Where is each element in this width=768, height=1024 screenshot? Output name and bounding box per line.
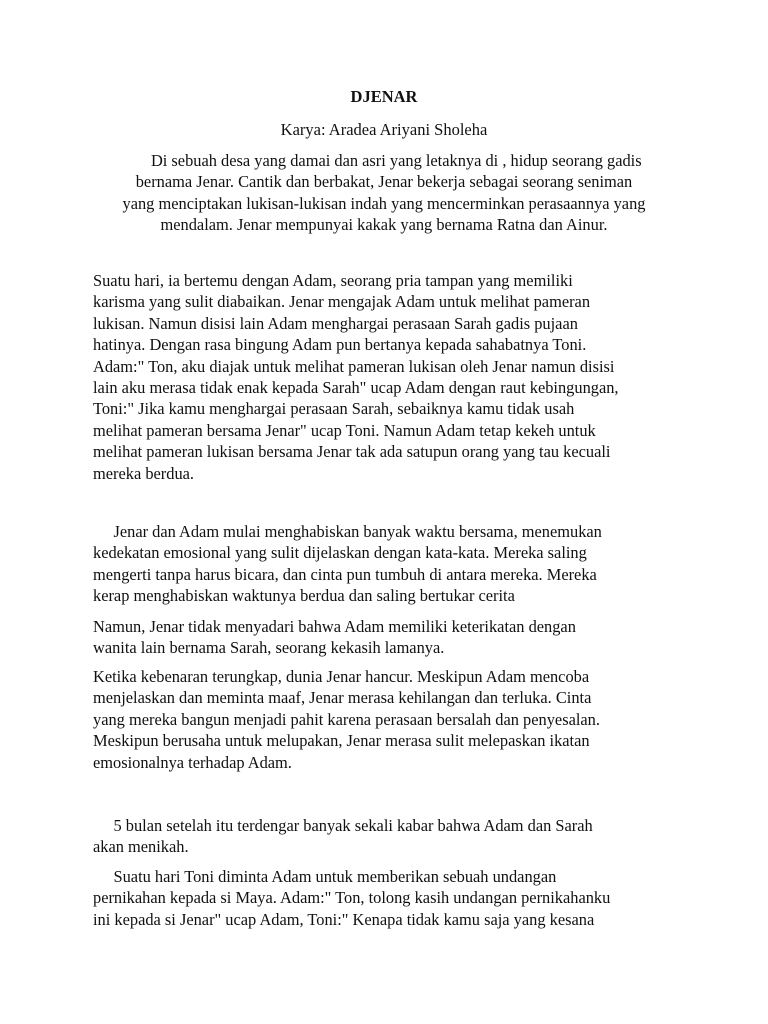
text-line: Suatu hari, ia bertemu dengan Adam, seorang pria tampan yang memiliki [93,271,573,290]
text-line: pernikahan kepada si Maya. Adam:" Ton, tolong kasih undangan pernikahanku [93,888,611,908]
paragraph-truth [93,666,677,773]
text-line: 5 bulan setelah itu terdengar banyak sekali kabar bahwa Adam dan Sarah [93,816,593,835]
paragraph-unaware [93,616,677,659]
text-line: wanita lain bernama Sarah, seorang kekasih lamanya. [93,638,445,658]
paragraph-months-later [93,815,677,858]
document-title: DJENAR [350,87,418,106]
text-line: emosionalnya terhadap Adam. [93,752,292,772]
text-line: mengerti tanpa harus bicara, dan cinta pun tumbuh di antara mereka. Mereka [93,564,597,584]
text-line: mereka berdua. [93,463,195,483]
text-line: melihat pameran bersama Jenar" ucap Toni. Namun Adam tetap kekeh untuk [93,420,596,440]
text-line: kedekatan emosional yang sulit dijelaskan dengan kata-kata. Mereka saling [93,543,587,563]
document-author: Karya: Aradea Ariyani Sholeha [280,120,488,139]
text-line: melihat pameran lukisan bersama Jenar tak ada satupun orang yang tau kecuali [93,442,611,462]
paragraph-intro [80,150,688,236]
text-line: Jenar dan Adam mulai menghabiskan banyak waktu bersama, menemukan [93,522,602,541]
text-line: karisma yang sulit diabaikan. Jenar mengajak Adam untuk melihat pameran [93,292,591,312]
text-line: Namun, Jenar tidak menyadari bahwa Adam memiliki keterikatan dengan [93,617,576,636]
paragraph-invitation [93,866,677,930]
text-line: Suatu hari Toni diminta Adam untuk memberikan sebuah undangan [93,867,557,886]
text-line: ini kepada si Jenar" ucap Adam, Toni:" Kenapa tidak kamu saja yang kesana [93,909,595,929]
text-line: yang menciptakan lukisan-lukisan indah yang mencerminkan perasaannya yang [122,193,646,213]
text-line: akan menikah. [93,837,189,857]
text-line: lain aku merasa tidak enak kepada Sarah" ucap Adam dengan raut kebingungan, [93,378,619,398]
text-line: Adam:" Ton, aku diajak untuk melihat pameran lukisan oleh Jenar namun disisi [93,356,615,376]
text-line: Toni:" Jika kamu menghargai perasaan Sarah, sebaiknya kamu tidak usah [93,399,575,419]
text-line: kerap menghabiskan waktunya berdua dan saling bertukar cerita [93,586,515,606]
text-line: mendalam. Jenar mempunyai kakak yang bernama Ratna dan Ainur. [160,215,608,235]
text-line: bernama Jenar. Cantik dan berbakat, Jenar bekerja sebagai seorang seniman [135,172,633,192]
text-line: Ketika kebenaran terungkap, dunia Jenar hancur. Meskipun Adam mencoba [93,667,590,686]
paragraph-meeting [93,270,677,484]
text-line: yang mereka bangun menjadi pahit karena perasaan bersalah dan penyesalan. [93,709,600,729]
text-line: hatinya. Dengan rasa bingung Adam pun bertanya kepada sahabatnya Toni. [93,335,587,355]
text-line: menjelaskan dan meminta maaf, Jenar merasa kehilangan dan terluka. Cinta [93,688,592,708]
text-line: Meskipun berusaha untuk melupakan, Jenar merasa sulit melepaskan ikatan [93,731,590,751]
text-line: Di sebuah desa yang damai dan asri yang letaknya di , hidup seorang gadis [126,151,642,170]
paragraph-together [93,521,677,607]
text-line: lukisan. Namun disisi lain Adam menghargai perasaan Sarah gadis pujaan [93,313,578,333]
